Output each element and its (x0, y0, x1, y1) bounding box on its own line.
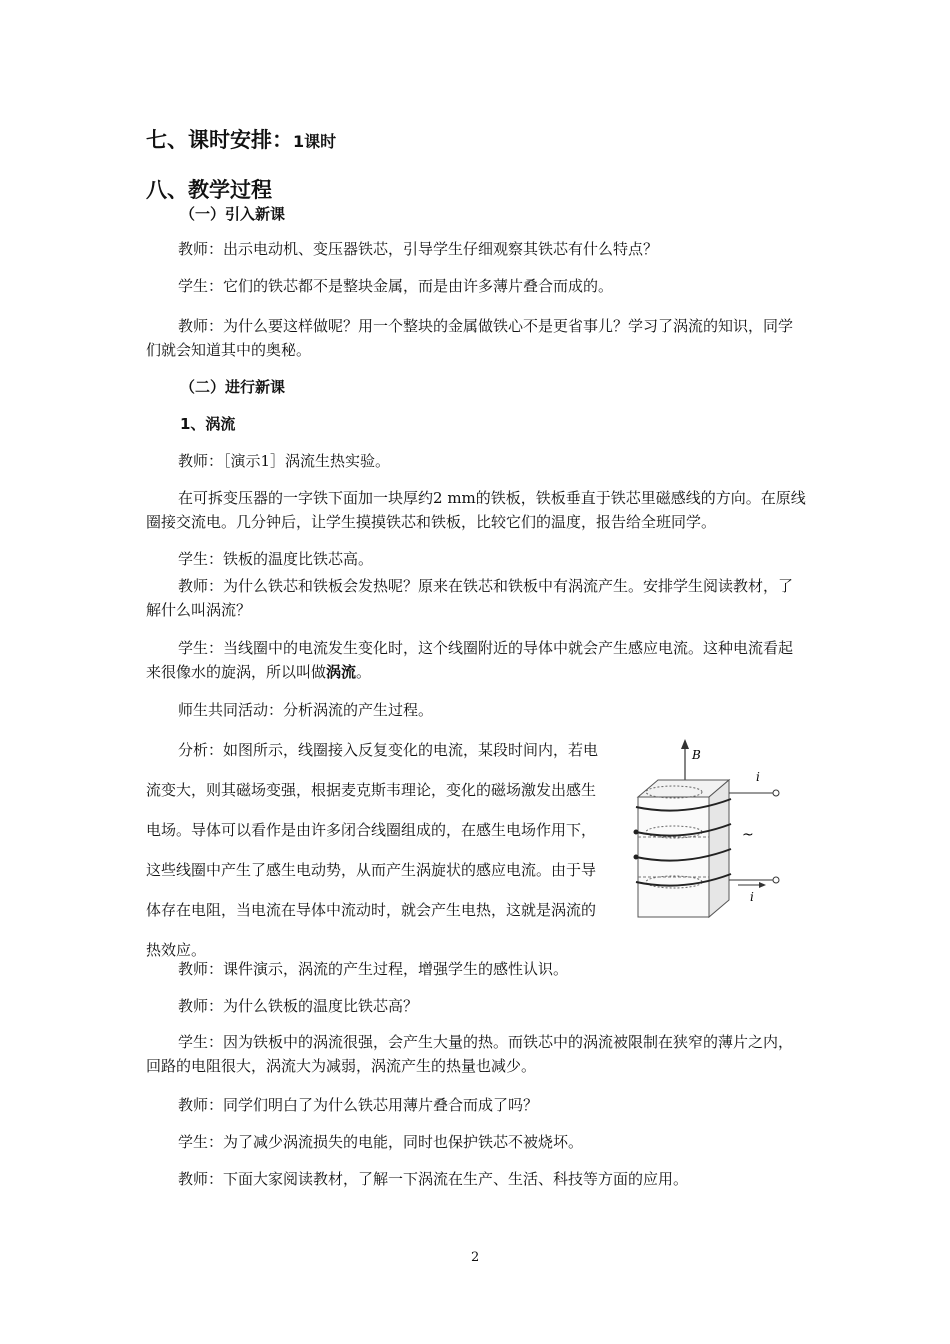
teacher-line-4: 教师：同学们明白了为什么铁芯用薄片叠合而成了吗？ (178, 1096, 539, 1114)
teacher-line-5: 教师：下面大家阅读教材，了解一下涡流在生产、生活、科技等方面的应用。 (178, 1170, 689, 1188)
current-label-bottom: i (750, 890, 754, 904)
student-line-2 (146, 636, 806, 684)
part1-line-3: 教师：为什么要这样做呢？用一个整块的金属做铁心不是更省事儿？学习了涡流的知识，同学们就会知道其中的奥秘。 (146, 317, 794, 359)
teacher-question-1: 教师：为什么铁芯和铁板会发热呢？原来在铁芯和铁板中有涡流产生。安排学生阅读教材，了解什么叫涡流？ (146, 577, 794, 619)
b-field-label: B (692, 748, 701, 762)
student-line-4: 学生：为了减少涡流损失的电能，同时也保护铁芯不被烧坏。 (178, 1133, 584, 1151)
teacher-line-2: 教师：课件演示，涡流的产生过程，增强学生的感性认识。 (178, 960, 569, 978)
section7-title: 七、课时安排： (146, 128, 293, 152)
current-label-top: i (756, 770, 760, 784)
coil-turn-dot (634, 855, 639, 860)
student-line-3: 学生：因为铁板中的涡流很强，会产生大量的热。而铁芯中的涡流被限制在狭窄的薄片之内，回路的电阻很大，涡流大为减弱，涡流产生的热量也减少。 (146, 1033, 794, 1075)
analysis-paragraph: 分析：如图所示，线圈接入反复变化的电流，某段时间内，若电流变大，则其磁场变强，根据麦克斯韦理论，变化的磁场激发出感生电场。导体可以看作是由许多闭合线圈组成的，在感生电场作用下，这些线圈中产生了感生电动势，从而产生涡旋状的感应电流。由于导体存在电阻，当电流在导体中流动时，就会产生电热，这就是涡流的热效应。 (146, 741, 599, 959)
ac-source-symbol: ~ (742, 827, 754, 843)
section7-value: 1课时 (293, 132, 337, 151)
part1-line-1: 教师：出示电动机、变压器铁芯，引导学生仔细观察其铁芯有什么特点？ (178, 240, 659, 258)
item1-heading: 1、涡流 (180, 415, 236, 433)
b-field-arrowhead (681, 739, 689, 749)
experiment-paragraph: 在可拆变压器的一字铁下面加一块厚约2 mm的铁板，铁板垂直于铁芯里磁感线的方向。在原线圈接交流电。几分钟后，让学生摸摸铁芯和铁板，比较它们的温度，报告给全班同学。 (146, 489, 806, 531)
section8-heading: 八、教学过程 (146, 178, 272, 202)
student-line-1: 学生：铁板的温度比铁芯高。 (178, 550, 374, 568)
page-number: 2 (471, 1250, 480, 1265)
coil-turn-dot (634, 830, 639, 835)
core-front-face (638, 797, 709, 917)
current-arrowhead-bottom (759, 882, 766, 888)
eddy-current-figure (628, 735, 793, 930)
terminal-bottom (773, 877, 779, 883)
part1-line-2: 学生：它们的铁芯都不是整块金属，而是由许多薄片叠合而成的。 (178, 277, 614, 295)
eddy-current-term: 涡流 (326, 663, 357, 681)
demo-line: 教师：［演示1］涡流生热实验。 (178, 452, 391, 470)
section7-heading (146, 124, 336, 154)
part1-heading: （一）引入新课 (180, 205, 286, 223)
student-line-2-text: 学生：当线圈中的电流发生变化时，这个线圈附近的导体中就会产生感应电流。这种电流看起来很像水的旋涡，所以叫做 (146, 639, 794, 681)
terminal-top (773, 790, 779, 796)
student-line-2-end: 。 (356, 663, 372, 681)
activity-line: 师生共同活动：分析涡流的产生过程。 (178, 701, 434, 719)
part2-heading: （二）进行新课 (180, 378, 286, 396)
teacher-line-3: 教师：为什么铁板的温度比铁芯高？ (178, 997, 419, 1015)
